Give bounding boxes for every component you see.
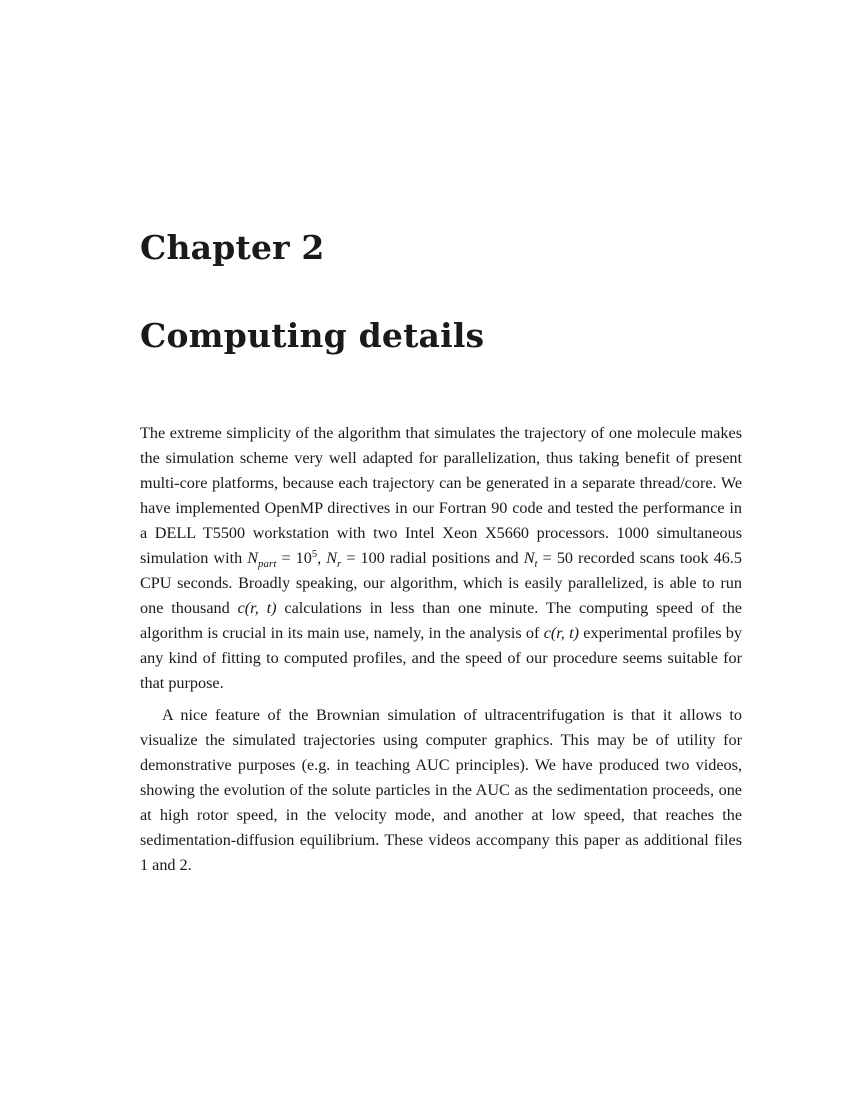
- paragraph-2: A nice feature of the Brownian simulation of ultracentrifugation is that it allows to visualize the simulated trajectories using computer graphics. This may be of utility for demonstrative purposes (e.g. in teaching AUC principles). We have produced two videos, showing the evolution of the solute particles in the AUC as the sedimentation proceeds, one at high rotor speed, in the velocity mode, and another at low speed, that reaches the sedimentation-diffusion equilibrium. These videos accompany this paper as additional files 1 and 2.: [140, 706, 742, 874]
- n-part-subscript: part: [258, 558, 277, 570]
- c-r-t-math-2: c(r, t): [543, 624, 580, 642]
- n-t-subscript: t: [534, 558, 538, 570]
- paragraph-1: [140, 421, 742, 696]
- n-part-exponent: 5: [311, 549, 318, 560]
- n-part-equals: = 10: [276, 549, 312, 567]
- p1-text-5: calculations in less than one minute. The computing speed of the algorithm is crucial in its main use, namely, in the analysis of: [140, 599, 742, 642]
- body-text: [140, 421, 742, 878]
- p1-text-1: The extreme simplicity of the algorithm that simulates the trajectory of one molecule makes the simulation scheme very well adapted for parallelization, thus taking benefit of present multi-core platforms, because each trajectory can be generated in a separate thread/core. We have implemented OpenMP directives in our Fortran 90 code and tested the performance in a DELL T5500 workstation with two Intel Xeon X5660 processors. 1000 simultaneous simulation with: [140, 424, 742, 567]
- n-t-var: N: [523, 549, 535, 567]
- n-part-var: N: [247, 549, 259, 567]
- chapter-title: Computing details: [140, 316, 485, 355]
- p1-text-6: experimental profiles by any kind of fitting to computed profiles, and the speed of our procedure seems suitable for that purpose.: [140, 624, 742, 692]
- n-r-subscript: r: [337, 558, 342, 570]
- chapter-label: Chapter 2: [140, 228, 325, 267]
- n-r-var: N: [326, 549, 337, 567]
- p1-text-4: = 50 recorded scans took 46.5 CPU seconds. Broadly speaking, our algorithm, which is easily parallelized, is able to run one thousand: [140, 549, 743, 617]
- p1-text-3: = 100 radial positions and: [341, 549, 524, 567]
- p1-text-2: ,: [317, 549, 327, 567]
- c-r-t-math-1: c(r, t): [237, 599, 277, 617]
